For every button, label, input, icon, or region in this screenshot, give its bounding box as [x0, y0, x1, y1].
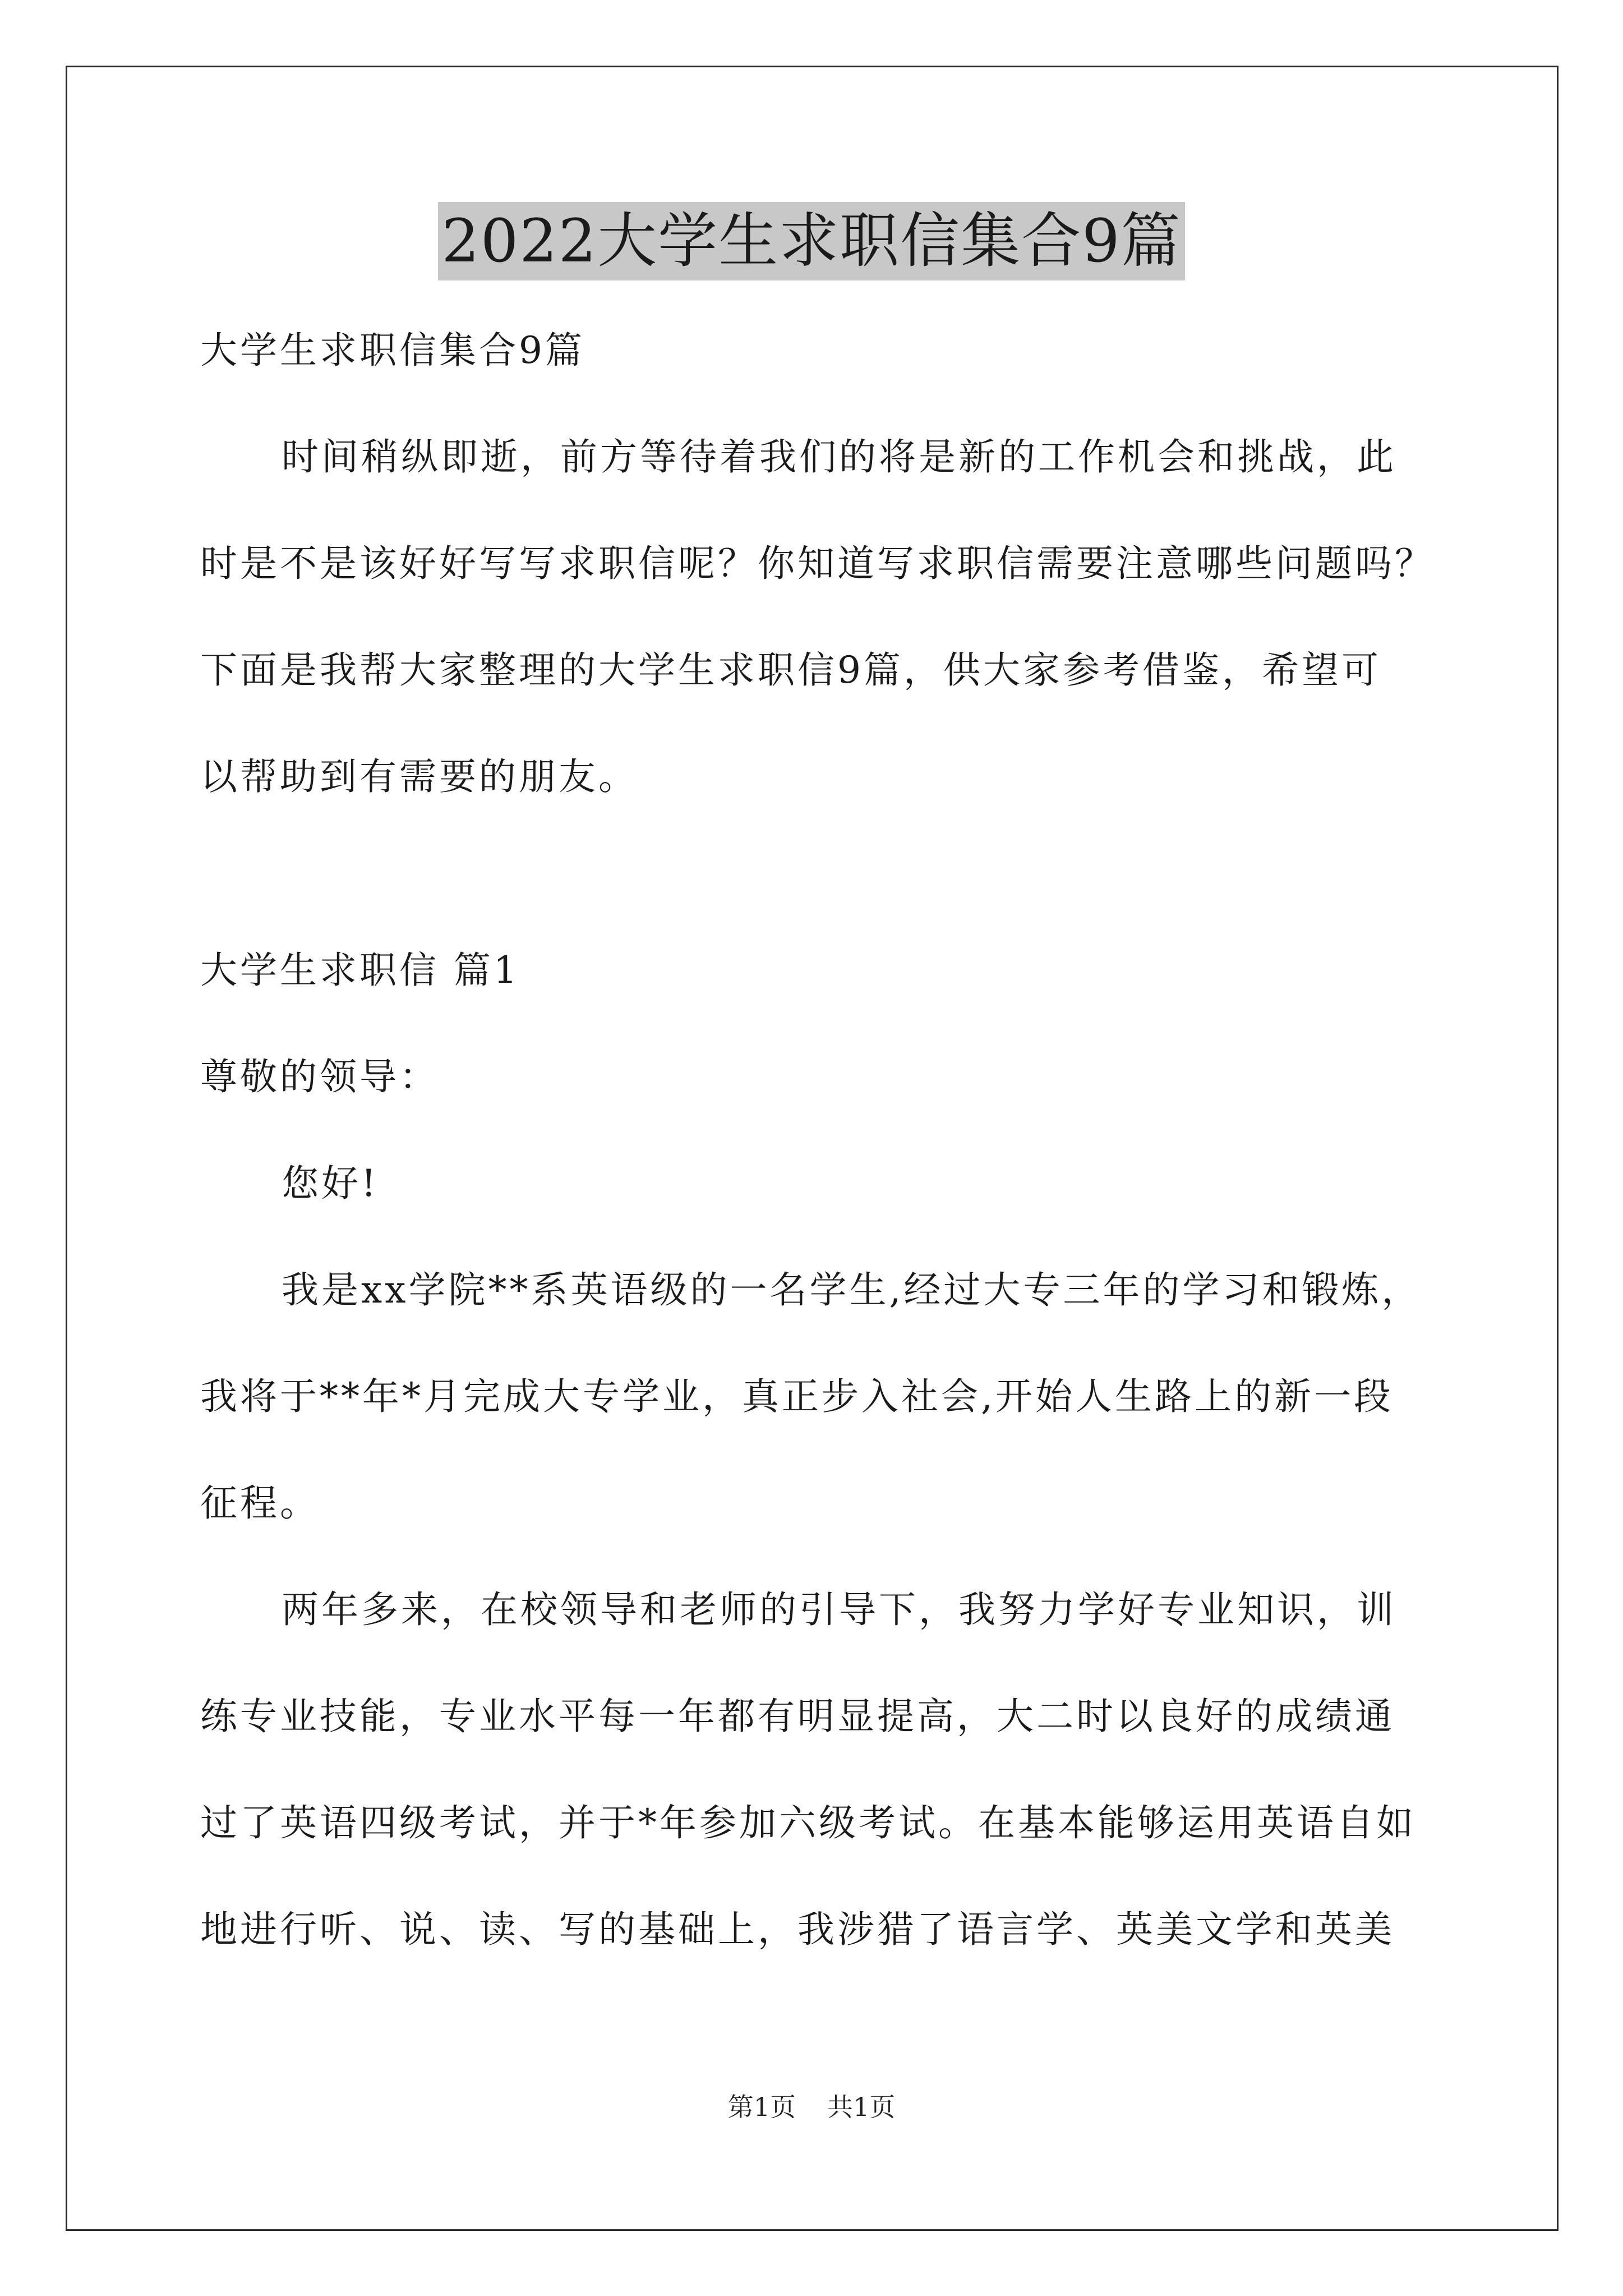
intro-line: 下面是我帮大家整理的大学生求职信9篇，供大家参考借鉴，希望可	[200, 648, 1381, 692]
intro-line: 时间稍纵即逝，前方等待着我们的将是新的工作机会和挑战，此	[282, 435, 1396, 478]
document-body	[200, 314, 1451, 2000]
paragraph1-line: 我将于**年*月完成大专学业，真正步入社会,开始人生路上的新一段	[200, 1375, 1394, 1418]
paragraph2-line: 地进行听、说、读、写的基础上，我涉猎了语言学、英美文学和英美	[200, 1908, 1395, 1951]
page-total: 共1页	[827, 2092, 896, 2122]
paragraph2-line: 练专业技能，专业水平每一年都有明显提高，大二时以良好的成绩通	[200, 1695, 1395, 1738]
document-subtitle: 大学生求职信集合9篇	[200, 329, 585, 372]
paragraph2-line: 过了英语四级考试，并于*年参加六级考试。在基本能够运用英语自如	[200, 1801, 1416, 1844]
page-number: 第1页	[727, 2092, 796, 2122]
document-title: 2022大学生求职信集合9篇	[438, 202, 1184, 280]
paragraph1-line: 征程。	[200, 1481, 320, 1525]
section-spacer	[200, 847, 1451, 934]
section-heading: 大学生求职信 篇1	[200, 949, 520, 992]
paragraph1-line: 我是xx学院**系英语级的一名学生,经过大专三年的学习和锻炼，	[282, 1268, 1422, 1312]
greeting: 您好!	[282, 1162, 379, 1205]
page-footer	[0, 2087, 1623, 2124]
salutation: 尊敬的领导：	[200, 1055, 439, 1098]
intro-line: 以帮助到有需要的朋友。	[200, 755, 638, 798]
paragraph2-line: 两年多来，在校领导和老师的引导下，我努力学好专业知识，训	[282, 1588, 1396, 1631]
title-container	[0, 202, 1623, 280]
intro-line: 时是不是该好好写写求职信呢？你知道写求职信需要注意哪些问题吗？	[200, 542, 1435, 585]
